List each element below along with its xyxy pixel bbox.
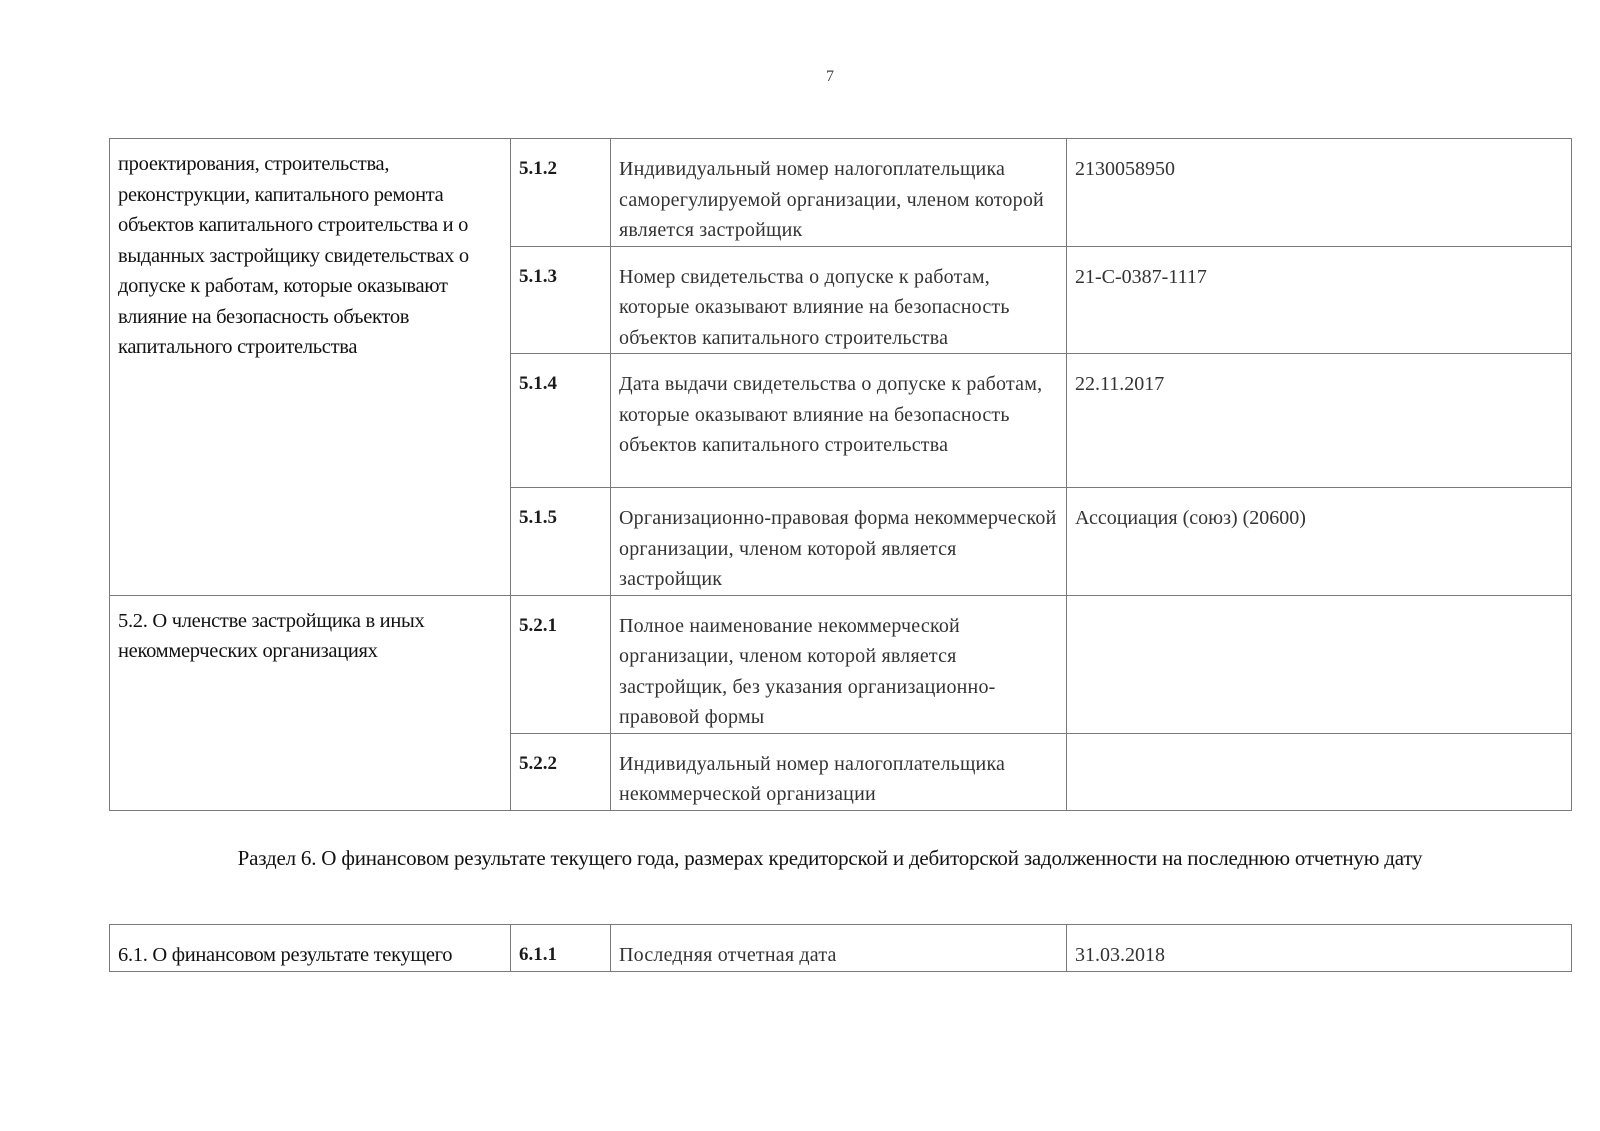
page-number: 7 <box>826 68 834 85</box>
row-number: 5.1.2 <box>511 139 611 247</box>
row-value: 2130058950 <box>1067 139 1572 247</box>
row-value: Ассоциация (союз) (20600) <box>1067 488 1572 596</box>
group-cell-financial: 6.1. О финансовом результате текущего <box>110 925 511 972</box>
developer-sro-table <box>109 138 1572 811</box>
table-row <box>110 925 1572 972</box>
group-cell-sro: проектирования, строительства, реконструкции, капитального ремонта объектов капитального строительства и о выданных застройщику свидетельствах о допуске к работам, которые оказывают влияние на безопасность объектов капитального строительства <box>110 139 511 596</box>
row-description: Последняя отчетная дата <box>611 925 1067 972</box>
row-description: Индивидуальный номер налогоплательщика некоммерческой организации <box>611 733 1067 810</box>
row-number: 6.1.1 <box>511 925 611 972</box>
row-value: 22.11.2017 <box>1067 354 1572 488</box>
row-description: Дата выдачи свидетельства о допуске к работам, которые оказывают влияние на безопасность объектов капитального строительства <box>611 354 1067 488</box>
row-number: 5.2.1 <box>511 595 611 733</box>
table-row <box>110 139 1572 247</box>
row-description: Организационно-правовая форма некоммерческой организации, членом которой является застройщик <box>611 488 1067 596</box>
row-value <box>1067 733 1572 810</box>
row-description: Индивидуальный номер налогоплательщика саморегулируемой организации, членом которой является застройщик <box>611 139 1067 247</box>
group-cell-other-membership: 5.2. О членстве застройщика в иных некоммерческих организациях <box>110 595 511 810</box>
row-description: Номер свидетельства о допуске к работам, которые оказывают влияние на безопасность объектов капитального строительства <box>611 246 1067 354</box>
row-description: Полное наименование некоммерческой организации, членом которой является застройщик, без указания организационно-правовой формы <box>611 595 1067 733</box>
financial-result-table <box>109 924 1572 972</box>
section-title: Раздел 6. О финансовом результате текущего года, размерах кредиторской и дебиторской задолженности на последнюю отчетную дату <box>237 846 1423 870</box>
row-number: 5.1.5 <box>511 488 611 596</box>
row-value <box>1067 595 1572 733</box>
table-row <box>110 595 1572 733</box>
row-value: 21-С-0387-1117 <box>1067 246 1572 354</box>
row-value: 31.03.2018 <box>1067 925 1572 972</box>
row-number: 5.1.3 <box>511 246 611 354</box>
row-number: 5.1.4 <box>511 354 611 488</box>
row-number: 5.2.2 <box>511 733 611 810</box>
